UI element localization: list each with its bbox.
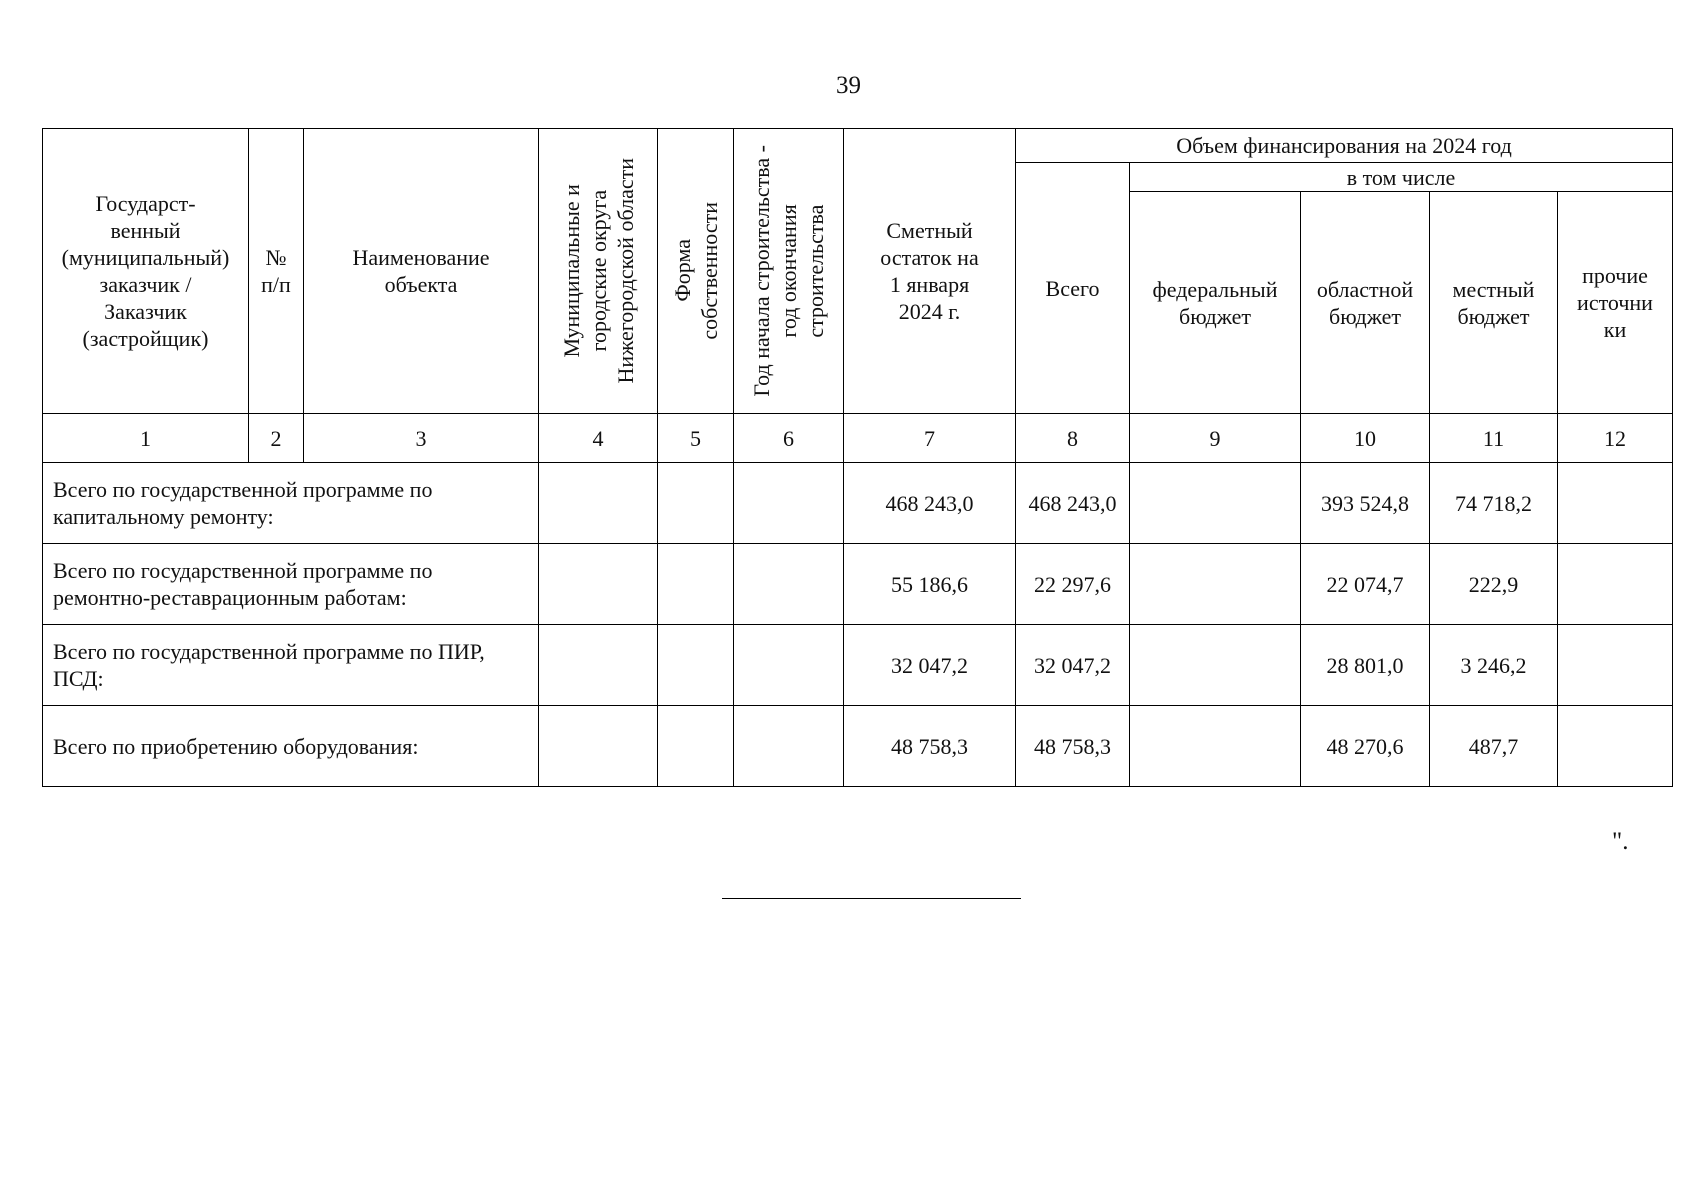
cell-estimated-balance: 32 047,2: [844, 625, 1016, 706]
closing-quote: ".: [1612, 828, 1629, 855]
column-number: 4: [539, 414, 658, 463]
cell-other: [1558, 463, 1673, 544]
cell-empty: [734, 544, 844, 625]
header-municipal-districts: Муниципальные и городские округа Нижегородской области: [539, 129, 658, 414]
cell-other: [1558, 544, 1673, 625]
cell-empty: [658, 625, 734, 706]
page-number: 39: [836, 72, 861, 99]
header-federal-budget: федеральный бюджет: [1130, 192, 1301, 414]
cell-empty: [658, 706, 734, 787]
cell-federal: [1130, 463, 1301, 544]
column-number: 7: [844, 414, 1016, 463]
cell-local: 3 246,2: [1430, 625, 1558, 706]
footer-rule: [722, 898, 1021, 899]
header-object-name: Наименование объекта: [304, 129, 539, 414]
header-including: в том числе: [1130, 163, 1673, 192]
cell-local: 74 718,2: [1430, 463, 1558, 544]
cell-local: 222,9: [1430, 544, 1558, 625]
cell-federal: [1130, 625, 1301, 706]
table-row: [43, 706, 1673, 787]
table-row: [43, 463, 1673, 544]
cell-total: 32 047,2: [1016, 625, 1130, 706]
financing-table: [42, 128, 1673, 787]
row-label: Всего по государственной программе по ремонтно-реставрационным работам:: [43, 544, 539, 625]
table-row: [43, 625, 1673, 706]
cell-federal: [1130, 706, 1301, 787]
cell-other: [1558, 625, 1673, 706]
cell-estimated-balance: 48 758,3: [844, 706, 1016, 787]
cell-total: 468 243,0: [1016, 463, 1130, 544]
column-number: 10: [1301, 414, 1430, 463]
column-number: 9: [1130, 414, 1301, 463]
cell-empty: [539, 544, 658, 625]
row-label: Всего по государственной программе по ПИР, ПСД:: [43, 625, 539, 706]
column-number: 1: [43, 414, 249, 463]
header-local-budget: местный бюджет: [1430, 192, 1558, 414]
cell-empty: [539, 463, 658, 544]
cell-regional: 22 074,7: [1301, 544, 1430, 625]
cell-empty: [658, 463, 734, 544]
cell-total: 48 758,3: [1016, 706, 1130, 787]
header-estimated-balance: Сметный остаток на 1 января 2024 г.: [844, 129, 1016, 414]
header-ownership-form: Форма собственности: [658, 129, 734, 414]
column-number: 5: [658, 414, 734, 463]
cell-federal: [1130, 544, 1301, 625]
cell-local: 487,7: [1430, 706, 1558, 787]
cell-other: [1558, 706, 1673, 787]
table-row: [43, 544, 1673, 625]
row-label: Всего по государственной программе по капитальному ремонту:: [43, 463, 539, 544]
cell-empty: [734, 625, 844, 706]
cell-empty: [658, 544, 734, 625]
column-number: 11: [1430, 414, 1558, 463]
column-number: 12: [1558, 414, 1673, 463]
column-number: 3: [304, 414, 539, 463]
column-number: 6: [734, 414, 844, 463]
column-number: 2: [249, 414, 304, 463]
cell-regional: 28 801,0: [1301, 625, 1430, 706]
cell-estimated-balance: 468 243,0: [844, 463, 1016, 544]
cell-empty: [734, 463, 844, 544]
header-row-number: № п/п: [249, 129, 304, 414]
header-funding-group: Объем финансирования на 2024 год: [1016, 129, 1673, 163]
cell-empty: [539, 625, 658, 706]
header-customer: Государст- венный (муниципальный) заказчик / Заказчик (застройщик): [43, 129, 249, 414]
header-other-sources: прочие источни ки: [1558, 192, 1673, 414]
column-number: 8: [1016, 414, 1130, 463]
cell-estimated-balance: 55 186,6: [844, 544, 1016, 625]
cell-regional: 393 524,8: [1301, 463, 1430, 544]
cell-empty: [734, 706, 844, 787]
row-label: Всего по приобретению оборудования:: [43, 706, 539, 787]
header-total: Всего: [1016, 163, 1130, 414]
header-regional-budget: областной бюджет: [1301, 192, 1430, 414]
cell-total: 22 297,6: [1016, 544, 1130, 625]
cell-regional: 48 270,6: [1301, 706, 1430, 787]
cell-empty: [539, 706, 658, 787]
header-construction-years: Год начала строительства - год окончания строительства: [734, 129, 844, 414]
